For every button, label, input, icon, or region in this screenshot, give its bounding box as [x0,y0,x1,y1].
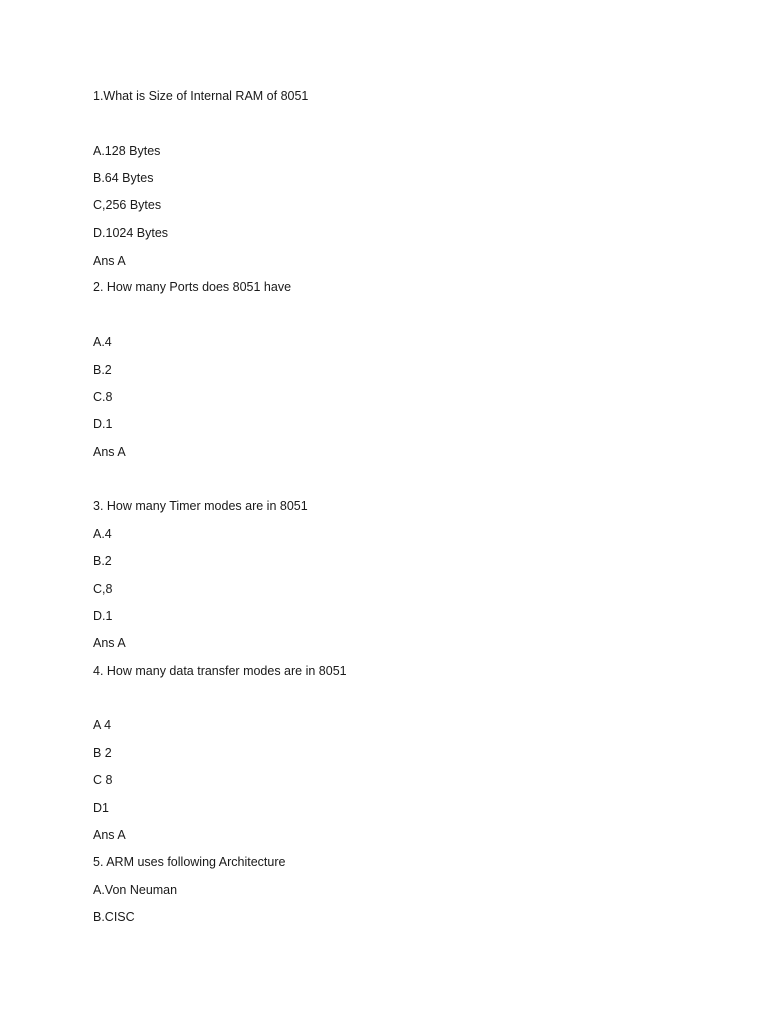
q3-option-b: B.2 [93,554,112,568]
q5-option-a: A.Von Neuman [93,883,178,897]
q3-option-c: C,8 [93,582,113,596]
q2-option-b: B.2 [93,363,112,377]
question-1: 1.What is Size of Internal RAM of 8051 [93,89,309,103]
q4-option-b: B 2 [93,746,112,760]
q1-option-a: A.128 Bytes [93,144,161,158]
q1-answer: Ans A [93,254,126,268]
q1-option-d: D.1024 Bytes [93,226,169,240]
q1-option-b: B.64 Bytes [93,171,154,185]
question-5: 5. ARM uses following Architecture [93,855,286,869]
q1-option-c: C,256 Bytes [93,198,162,212]
question-3: 3. How many Timer modes are in 8051 [93,499,308,513]
q3-option-d: D.1 [93,609,113,623]
q2-answer: Ans A [93,445,126,459]
q3-answer: Ans A [93,636,126,650]
q2-option-d: D.1 [93,417,113,431]
q3-option-a: A.4 [93,527,112,541]
question-2: 2. How many Ports does 8051 have [93,280,292,294]
question-4: 4. How many data transfer modes are in 8051 [93,664,347,678]
q4-answer: Ans A [93,828,126,842]
q4-option-d: D1 [93,801,109,815]
q2-option-a: A.4 [93,335,112,349]
q4-option-c: C 8 [93,773,113,787]
q4-option-a: A 4 [93,718,112,732]
q2-option-c: C.8 [93,390,113,404]
q5-option-b: B.CISC [93,910,135,924]
